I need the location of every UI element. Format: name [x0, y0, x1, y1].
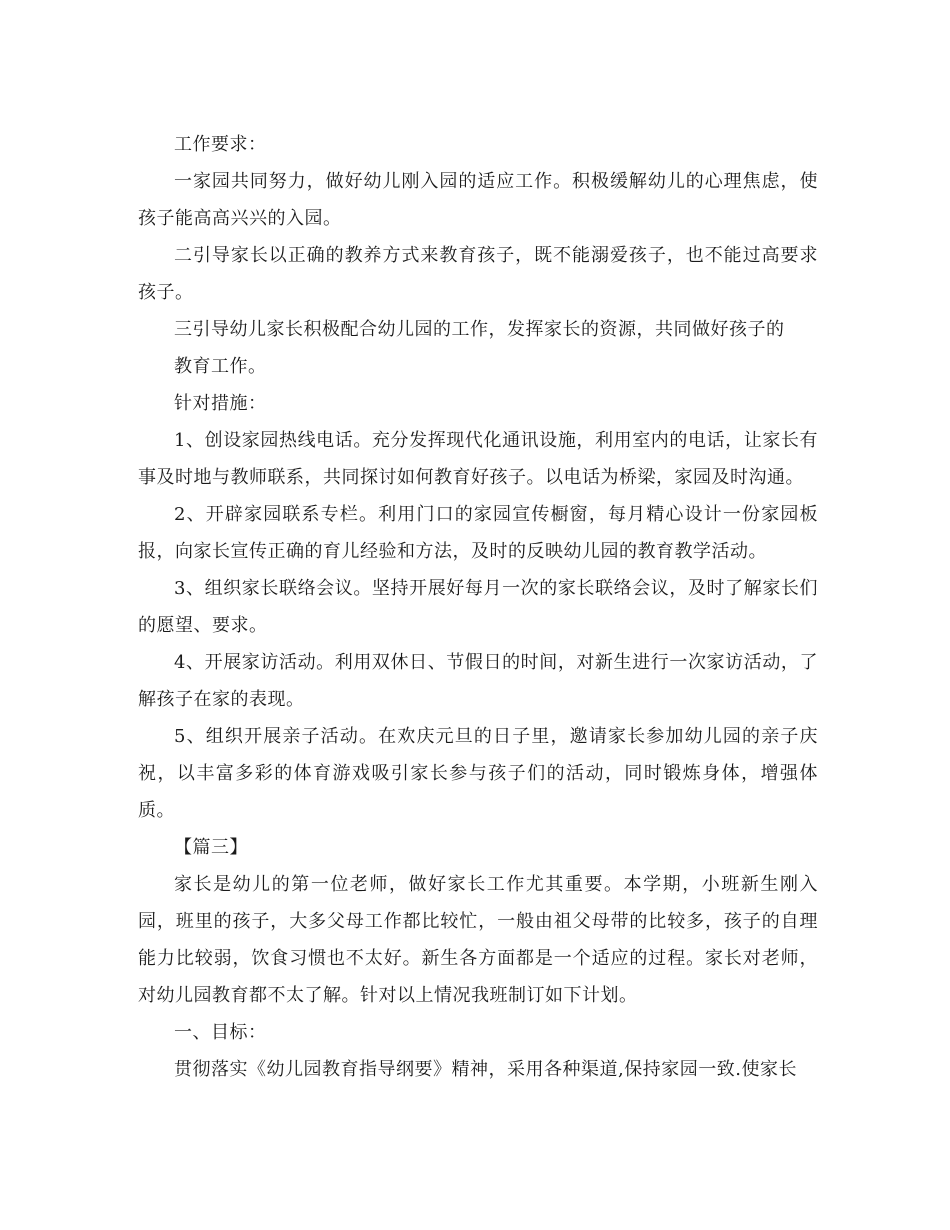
requirement-3: 三引导幼儿家长积极配合幼儿园的工作，发挥家长的资源，共同做好孩子的: [174, 319, 785, 340]
document-body: [138, 126, 818, 1088]
measure-1: 1、创设家园热线电话。充分发挥现代化通讯设施，利用室内的电话，让家长有事及时地与教师联系，共同探讨如何教育好孩子。以电话为桥梁，家园及时沟通。: [138, 430, 818, 488]
goals-paragraph: 贯彻落实《幼儿园教育指导纲要》精神，采用各种渠道,保持家园一致.使家长: [174, 1059, 797, 1080]
measure-3: 3、组织家长联络会议。坚持开展好每月一次的家长联络会议，及时了解家长们的愿望、要求。: [138, 578, 818, 636]
requirement-2: 二引导家长以正确的教养方式来教育孩子，既不能溺爱孩子，也不能过高要求孩子。: [138, 245, 818, 303]
measure-2: 2、开辟家园联系专栏。利用门口的家园宣传橱窗，每月精心设计一份家园板报，向家长宣传正确的育儿经验和方法，及时的反映幼儿园的教育教学活动。: [138, 504, 818, 562]
heading-measures: 针对措施：: [174, 393, 267, 414]
heading-work-requirements: 工作要求：: [174, 134, 267, 155]
requirement-3-continued: 教育工作。: [174, 356, 267, 377]
requirement-1: 一家园共同努力，做好幼儿刚入园的适应工作。积极缓解幼儿的心理焦虑，使孩子能高高兴兴的入园。: [138, 171, 818, 229]
intro-paragraph: 家长是幼儿的第一位老师，做好家长工作尤其重要。本学期，小班新生刚入园，班里的孩子，大多父母工作都比较忙，一般由祖父母带的比较多，孩子的自理能力比较弱，饮食习惯也不太好。新生各方面都是一个适应的过程。家长对老师，对幼儿园教育都不太了解。针对以上情况我班制订如下计划。: [138, 874, 818, 1006]
section-heading-part-three: 【篇三】: [174, 837, 248, 858]
measure-5: 5、组织开展亲子活动。在欢庆元旦的日子里，邀请家长参加幼儿园的亲子庆祝，以丰富多彩的体育游戏吸引家长参与孩子们的活动，同时锻炼身体，增强体质。: [138, 726, 818, 821]
heading-goals: 一、目标：: [174, 1022, 267, 1043]
measure-4: 4、开展家访活动。利用双休日、节假日的时间，对新生进行一次家访活动，了解孩子在家的表现。: [138, 652, 818, 710]
